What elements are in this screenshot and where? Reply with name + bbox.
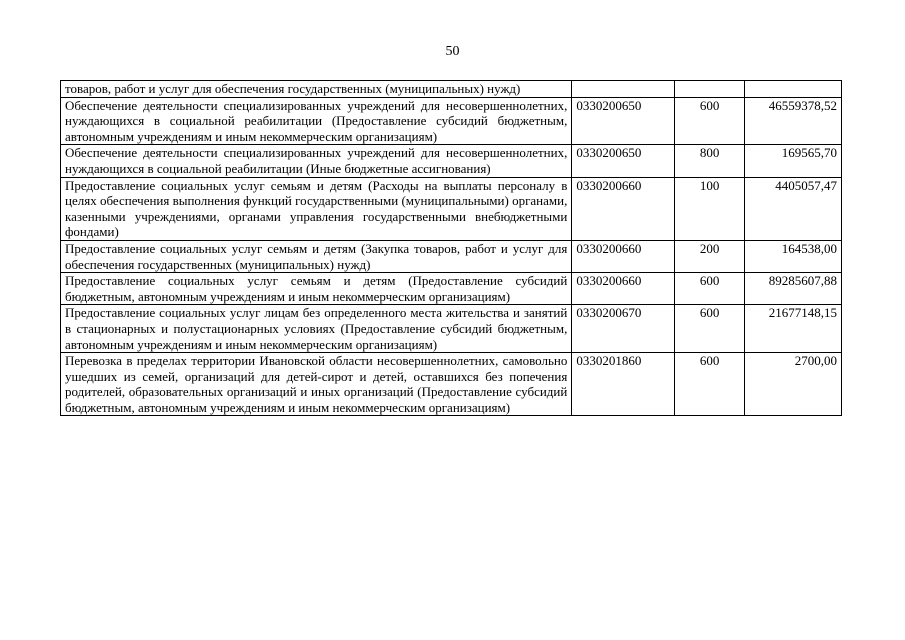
page-number: 50 bbox=[445, 44, 460, 59]
budget-table bbox=[60, 80, 842, 416]
amount-cell: 4405057,47 bbox=[745, 177, 842, 240]
budget-table-body bbox=[61, 81, 842, 416]
expense-name-cell: Перевозка в пределах территории Ивановской области несовершеннолетних, самовольно ушедших из семей, организаций для детей-сирот и детей, оставшихся без попечения родителей, образовательных организаций и иных организаций (Предоставление субсидий бюджетным, автономным учреждениям и иным некоммерческим организациям) bbox=[61, 353, 572, 416]
target-article-code-cell: 0330200650 bbox=[572, 97, 675, 145]
amount-cell: 89285607,88 bbox=[745, 273, 842, 305]
amount-cell: 21677148,15 bbox=[745, 305, 842, 353]
expense-name-cell: товаров, работ и услуг для обеспечения государственных (муниципальных) нужд) bbox=[61, 81, 572, 98]
expense-name-cell: Предоставление социальных услуг семьям и детям (Предоставление субсидий бюджетным, автономным учреждениям и иным некоммерческим организациям) bbox=[61, 273, 572, 305]
expense-type-cell: 600 bbox=[674, 97, 744, 145]
expense-type-cell: 200 bbox=[674, 240, 744, 272]
expense-name-cell: Обеспечение деятельности специализированных учреждений для несовершеннолетних, нуждающихся в социальной реабилитации (Иные бюджетные ассигнования) bbox=[61, 145, 572, 177]
expense-name-cell: Обеспечение деятельности специализированных учреждений для несовершеннолетних, нуждающихся в социальной реабилитации (Предоставление субсидий бюджетным, автономным учреждениям и иным некоммерческим организациям) bbox=[61, 97, 572, 145]
expense-type-cell: 600 bbox=[674, 273, 744, 305]
expense-type-cell bbox=[674, 81, 744, 98]
table-row bbox=[61, 97, 842, 145]
amount-cell: 164538,00 bbox=[745, 240, 842, 272]
expense-type-cell: 600 bbox=[674, 305, 744, 353]
expense-name-cell: Предоставление социальных услуг семьям и детям (Закупка товаров, работ и услуг для обеспечения государственных (муниципальных) нужд) bbox=[61, 240, 572, 272]
expense-type-cell: 100 bbox=[674, 177, 744, 240]
target-article-code-cell: 0330200650 bbox=[572, 145, 675, 177]
table-row bbox=[61, 177, 842, 240]
expense-name-cell: Предоставление социальных услуг семьям и детям (Расходы на выплаты персоналу в целях обеспечения выполнения функций государственными (муниципальными) органами, казенными учреждениями, органами управления государственными внебюджетными фондами) bbox=[61, 177, 572, 240]
target-article-code-cell: 0330200660 bbox=[572, 273, 675, 305]
expense-name-cell: Предоставление социальных услуг лицам без определенного места жительства и занятий в стационарных и полустационарных условиях (Предоставление субсидий бюджетным, автономным учреждениям и иным некоммерческим организациям) bbox=[61, 305, 572, 353]
table-row bbox=[61, 305, 842, 353]
target-article-code-cell: 0330200670 bbox=[572, 305, 675, 353]
table-row bbox=[61, 81, 842, 98]
table-row bbox=[61, 353, 842, 416]
target-article-code-cell bbox=[572, 81, 675, 98]
table-row bbox=[61, 145, 842, 177]
expense-type-cell: 800 bbox=[674, 145, 744, 177]
table-row bbox=[61, 273, 842, 305]
table-row bbox=[61, 240, 842, 272]
amount-cell: 2700,00 bbox=[745, 353, 842, 416]
target-article-code-cell: 0330200660 bbox=[572, 177, 675, 240]
amount-cell bbox=[745, 81, 842, 98]
amount-cell: 169565,70 bbox=[745, 145, 842, 177]
expense-type-cell: 600 bbox=[674, 353, 744, 416]
amount-cell: 46559378,52 bbox=[745, 97, 842, 145]
target-article-code-cell: 0330201860 bbox=[572, 353, 675, 416]
target-article-code-cell: 0330200660 bbox=[572, 240, 675, 272]
